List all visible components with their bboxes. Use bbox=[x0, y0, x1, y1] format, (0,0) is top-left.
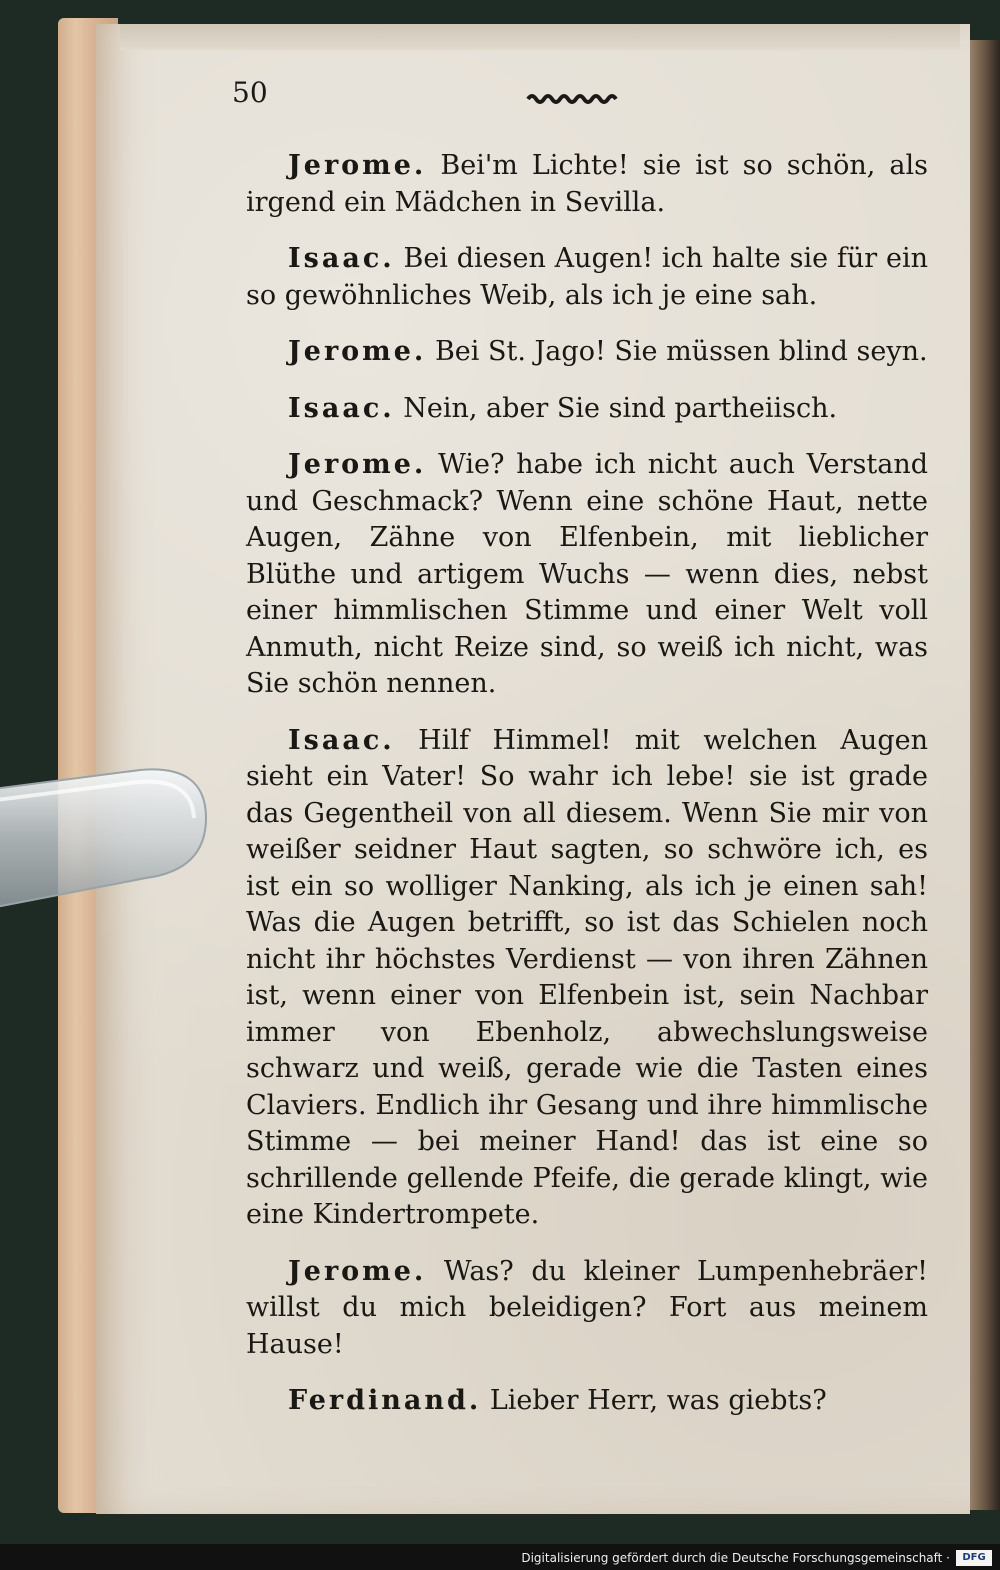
funding-credit: Digitalisierung gefördert durch die Deutsche Forschungsgemeinschaft · bbox=[521, 1551, 950, 1565]
speech-1 bbox=[246, 148, 928, 221]
page-holder-clip bbox=[0, 762, 210, 912]
speech-3 bbox=[246, 334, 928, 371]
speaker-name: Jerome. bbox=[288, 150, 427, 181]
speech-2 bbox=[246, 241, 928, 314]
speaker-name: Jerome. bbox=[288, 449, 427, 480]
speaker-name: Jerome. bbox=[288, 336, 427, 367]
speech-text: Nein, aber Sie sind partheiisch. bbox=[403, 392, 838, 424]
speech-text: Lieber Herr, was giebts? bbox=[489, 1385, 827, 1416]
speech-7 bbox=[246, 1254, 928, 1364]
speech-text: Was? du kleiner Lumpenhebräer! willst du mich beleidigen? Fort aus meinem Hause! bbox=[246, 1255, 928, 1360]
speaker-name: Isaac. bbox=[288, 392, 395, 424]
header-ornament bbox=[526, 92, 618, 106]
speech-4 bbox=[246, 391, 928, 428]
speech-text: Hilf Himmel! mit welchen Augen sieht ein Vater! So wahr ich lebe! sie ist grade das Gegentheil von all diesem. Wenn Sie mir von weißer seidner Haut sagten, so schwöre ich, es ist ein so wolliger Nanking, als ich je einen sah! Was die Augen betrifft, so ist das Schielen noch nicht ihr höchstes Verdienst — von ihren Zähnen ist, wenn einer von Elfenbein ist, sein Nachbar immer von Ebenholz, abwechslungsweise schwarz und weiß, gerade wie die Tasten eines Claviers. Endlich ihr Gesang und ihre himmlische Stimme — bei meiner Hand! das ist eine so schrillende gellende Pfeife, die gerade klingt, wie eine Kindertrompete. bbox=[246, 724, 928, 1230]
speaker-name: Isaac. bbox=[288, 724, 395, 756]
speech-6 bbox=[246, 723, 928, 1234]
page-body bbox=[246, 148, 928, 1440]
speech-5 bbox=[246, 447, 928, 703]
speaker-name: Ferdinand. bbox=[288, 1385, 482, 1416]
speaker-name: Jerome. bbox=[288, 1255, 427, 1287]
speech-text: Bei diesen Augen! ich halte sie für ein so gewöhnliches Weib, als ich je eine sah. bbox=[246, 243, 928, 311]
footer-bar bbox=[0, 1544, 1000, 1570]
speech-8 bbox=[246, 1383, 928, 1420]
speaker-name: Isaac. bbox=[288, 243, 395, 274]
speech-text: Wie? habe ich nicht auch Verstand und Geschmack? Wenn eine schöne Haut, nette Augen, Zähne von Elfenbein, mit lieblicher Blüthe und artigem Wuchs — wenn dies, nebst einer himmlischen Stimme und einer Welt voll Anmuth, nicht Reize sind, so weiß ich nicht, was Sie schön nennen. bbox=[246, 449, 928, 699]
page-number: 50 bbox=[232, 76, 268, 109]
speech-text: Bei'm Lichte! sie ist so schön, als irgend ein Mädchen in Sevilla. bbox=[246, 150, 928, 218]
dfg-logo: DFG bbox=[956, 1550, 992, 1566]
speech-text: Bei St. Jago! Sie müssen blind seyn. bbox=[434, 336, 928, 367]
page-top-strip bbox=[120, 24, 960, 50]
